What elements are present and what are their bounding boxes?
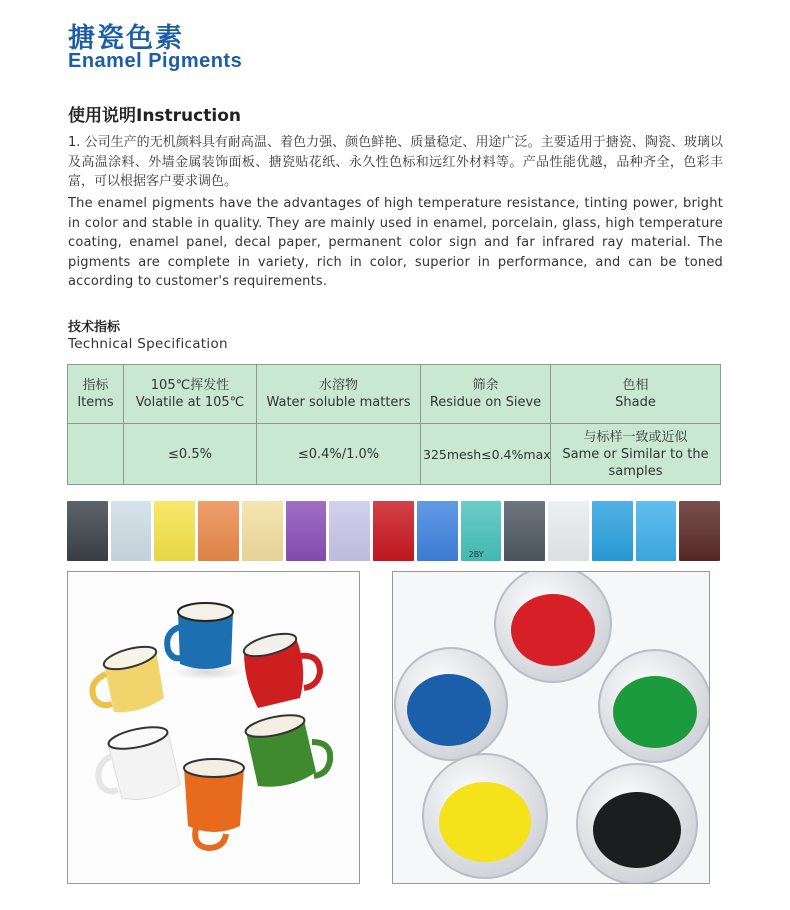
pigment-bowls-illustration [393, 572, 709, 883]
spec-table [67, 364, 721, 485]
color-swatch [636, 501, 677, 561]
header-volatile-en: Volatile at 105℃ [135, 395, 245, 410]
color-swatch [373, 501, 414, 561]
mug-red [242, 629, 320, 708]
pigment-bowls-photo [392, 571, 710, 884]
enamel-mugs-illustration [68, 572, 359, 883]
value-items [68, 424, 124, 485]
header-residue-cn: 筛余 [472, 378, 499, 393]
header-volatile [124, 365, 257, 424]
color-swatch [154, 501, 195, 561]
header-residue-en: Residue on Sieve [429, 395, 542, 410]
mug-orange [184, 759, 244, 848]
page-title-cn: 搪瓷色素 [68, 23, 184, 54]
value-shade-cn: 与标样一致或近似 [583, 429, 688, 445]
bowl-blue-pigment [395, 648, 507, 760]
value-residue: 325mesh≤0.4%max [421, 424, 551, 485]
bowl-yellow-pigment [423, 754, 547, 878]
color-swatch [417, 501, 458, 561]
bowl-black-pigment [577, 764, 697, 883]
color-swatch [504, 501, 545, 561]
color-swatch [461, 501, 502, 561]
color-swatch [548, 501, 589, 561]
technical-heading-cn: 技术指标 [68, 320, 121, 335]
color-swatch [242, 501, 283, 561]
color-swatch [111, 501, 152, 561]
header-water-soluble [257, 365, 421, 424]
color-swatch [679, 501, 720, 561]
mug-green [244, 711, 330, 787]
color-swatch [592, 501, 633, 561]
instruction-heading: 使用说明Instruction [68, 106, 241, 126]
mug-yellow [93, 642, 165, 712]
mug-white [99, 723, 181, 799]
color-swatch [329, 501, 370, 561]
header-shade [551, 365, 721, 424]
header-items-cn: 指标 [82, 378, 109, 393]
spec-value-row [68, 424, 721, 485]
header-residue [421, 365, 551, 424]
color-swatch [286, 501, 327, 561]
header-water-soluble-cn: 水溶物 [318, 378, 358, 393]
value-volatile: ≤0.5% [124, 424, 257, 485]
header-items-en: Items [77, 395, 114, 410]
mug-blue [167, 603, 244, 680]
header-items [68, 365, 124, 424]
technical-heading-en: Technical Specification [68, 336, 228, 352]
color-swatch [198, 501, 239, 561]
swatch-label: 2BY [468, 550, 484, 559]
page-title-en: Enamel Pigments [68, 50, 243, 72]
header-shade-cn: 色相 [622, 378, 649, 393]
color-swatch-strip [67, 501, 720, 561]
value-water-soluble: ≤0.4%/1.0% [257, 424, 421, 485]
header-volatile-cn: 105℃挥发性 [150, 378, 230, 393]
bowl-green-pigment [599, 650, 709, 762]
color-swatch [67, 501, 108, 561]
header-shade-en: Shade [615, 395, 656, 410]
bowl-red-pigment [495, 572, 611, 682]
spec-header-row [68, 365, 721, 424]
enamel-mugs-photo [67, 571, 360, 884]
header-water-soluble-en: Water soluble matters [266, 395, 411, 410]
value-shade [551, 424, 721, 485]
instruction-paragraph-en: The enamel pigments have the advantages of high temperature resistance, tinting power, bright in color and stable in quality. They are mainly used in enamel, porcelain, glass, high temperature coating, enamel panel, decal paper, permanent color sign and far infrared ray material. The pigments are complete in variety, rich in color, superior in performance, and can be toned according to customer's requirements. [68, 196, 723, 289]
instruction-paragraph-cn: 1. 公司生产的无机颜料具有耐高温、着色力强、颜色鲜艳、质量稳定、用途广泛。主要适用于搪瓷、陶瓷、玻璃以及高温涂料、外墙金属装饰面板、搪瓷贴花纸、永久性色标和远红外材料等。产品性能优越，品种齐全，色彩丰富，可以根据客户要求调色。 [68, 135, 723, 189]
value-shade-en: Same or Similar to the samples [562, 446, 709, 479]
